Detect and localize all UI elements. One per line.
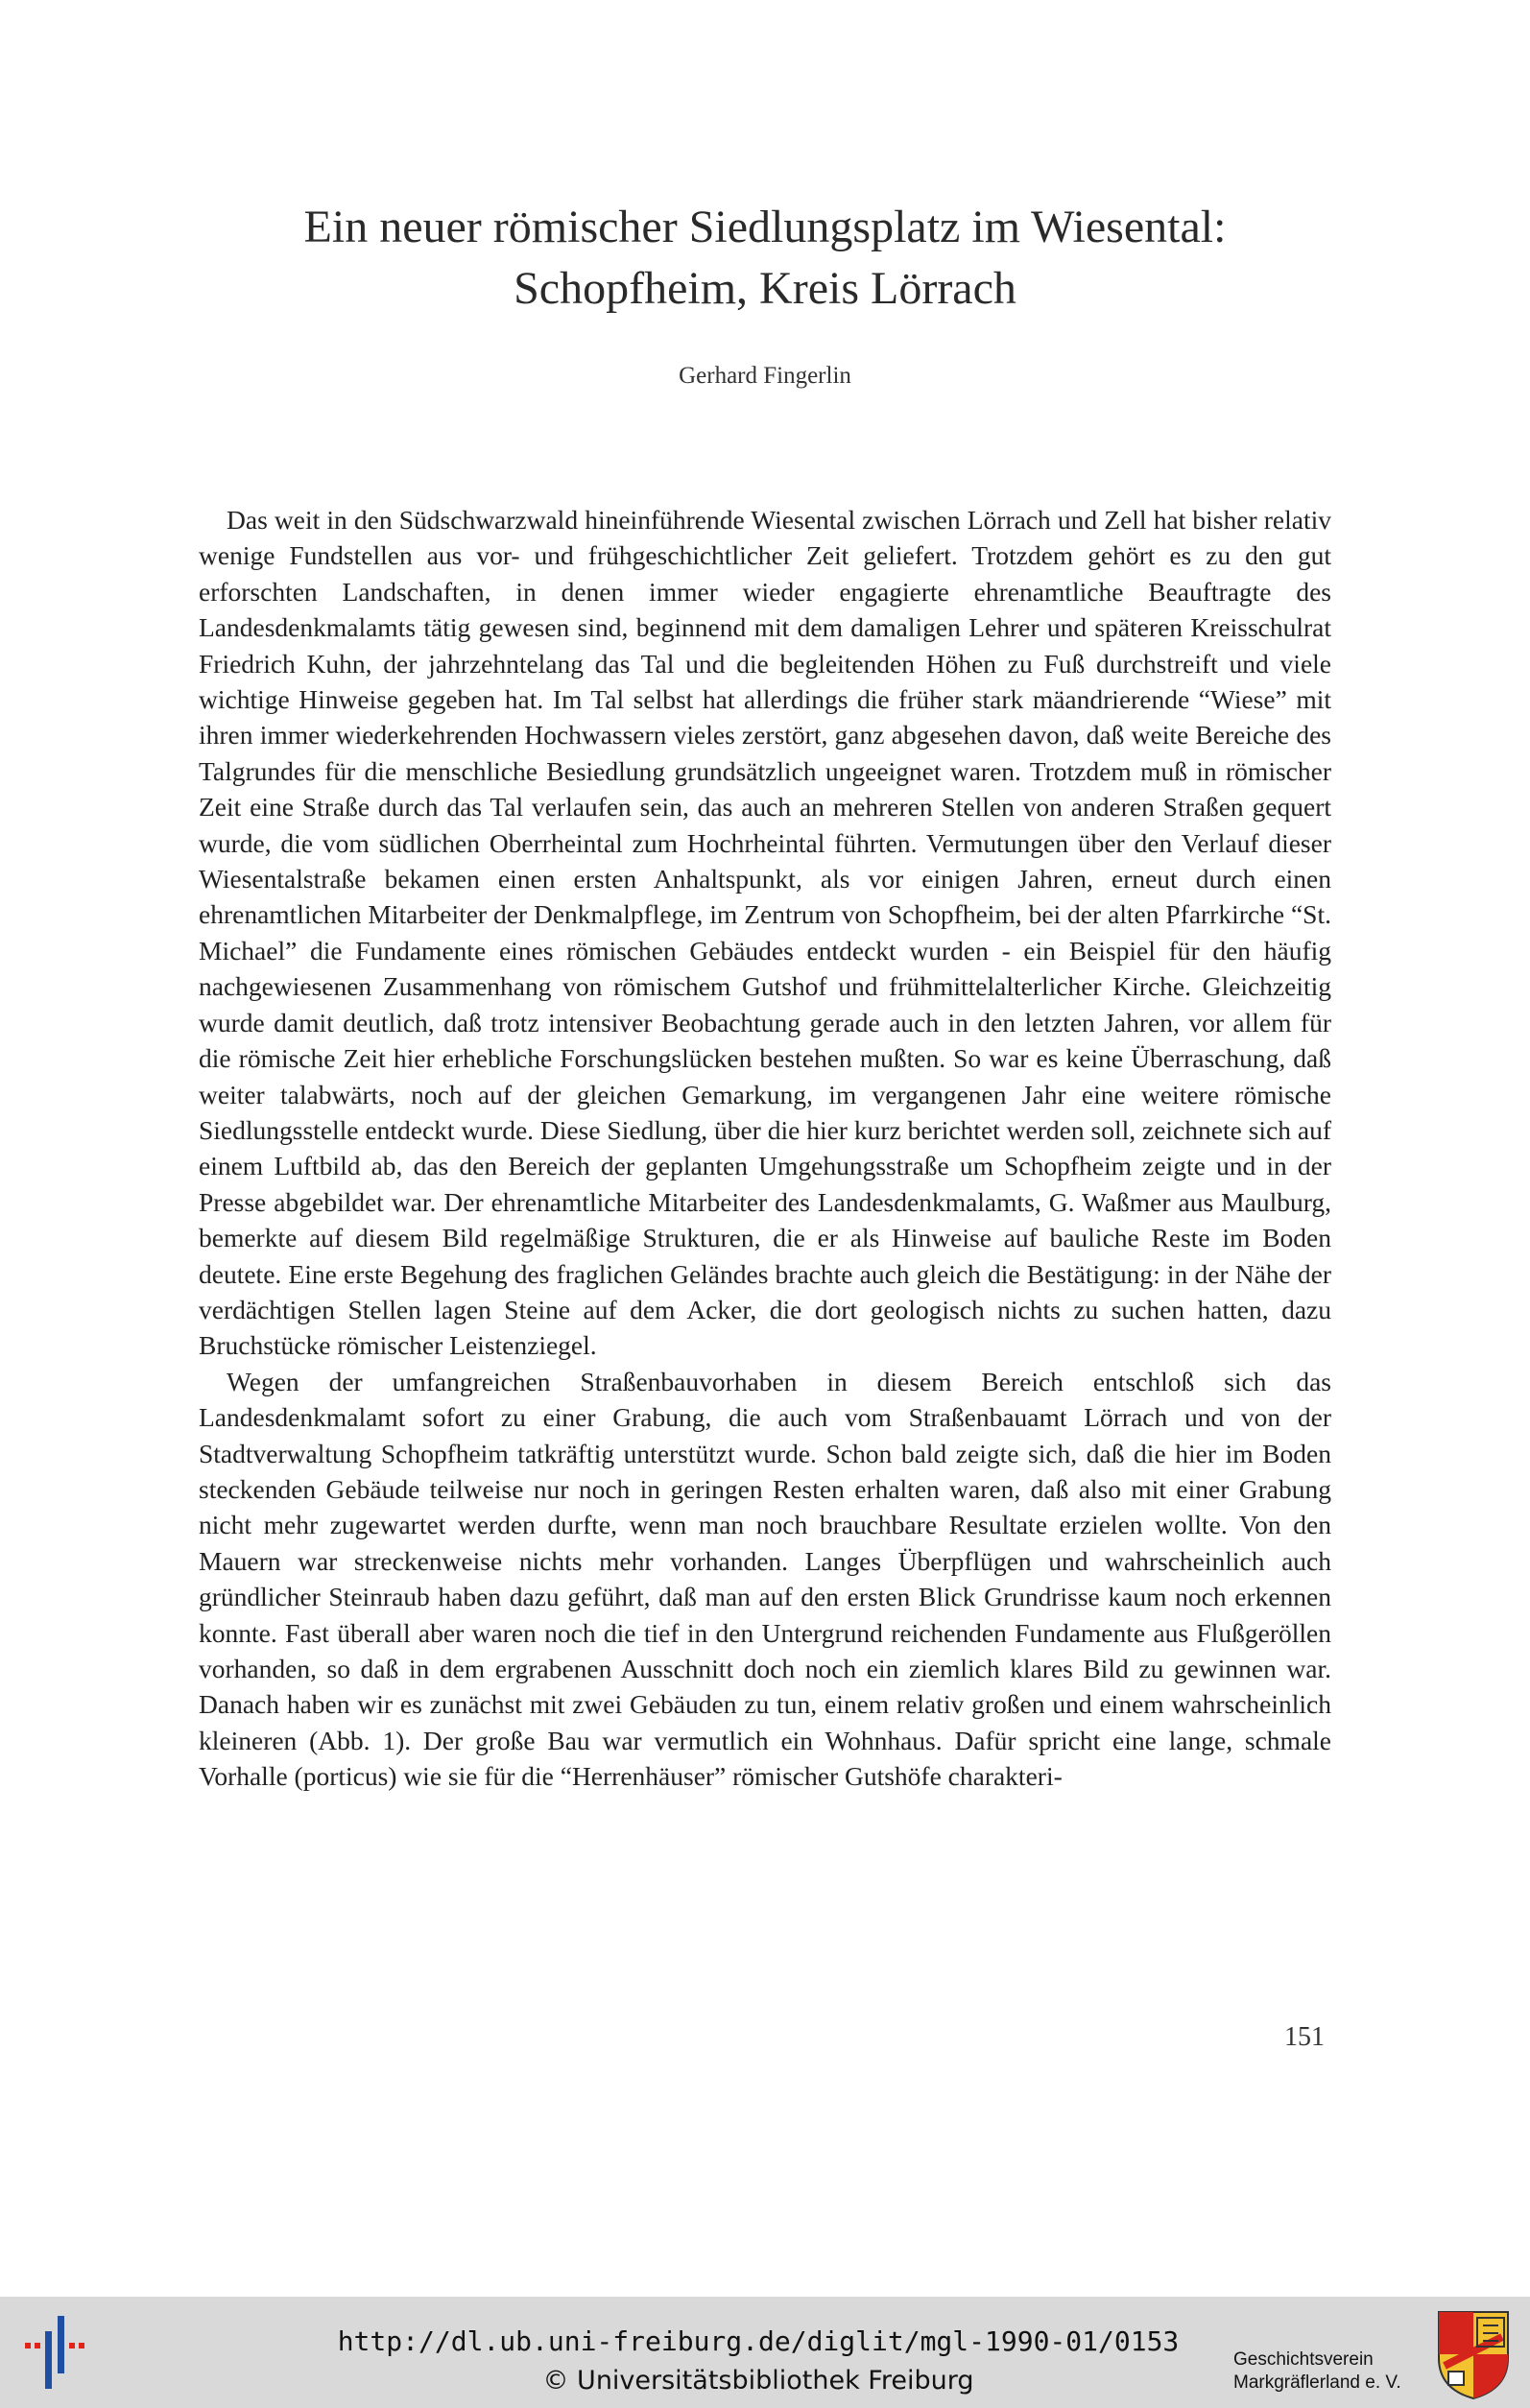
article-body bbox=[199, 502, 1331, 1795]
footer-bar bbox=[0, 2297, 1530, 2408]
article-title-line2: Schopfheim, Kreis Lörrach bbox=[514, 263, 1016, 314]
paragraph-2: Wegen der umfangreichen Straßenbauvorhaben in diesem Bereich entschloß sich das Landesdenkmalamt sofort zu einer Grabung, die auch vom Straßenbauamt Lörrach und von der Stadtverwaltung Schopfheim tatkräftig unterstützt wurde. Schon bald zeigte sich, daß die hier im Boden steckenden Gebäude teilweise nur noch in geringen Resten erhalten waren, daß also mit einer Grabung nicht mehr zugewartet werden durfte, wenn man noch brauchbare Resultate erzielen wollte. Von den Mauern war streckenweise nichts mehr vorhanden. Langes Überpflügen und wahrscheinlich auch gründlicher Steinraub haben dazu geführt, daß man auf den ersten Blick Grundrisse kaum noch erkennen konnte. Fast überall aber waren noch die tief in den Untergrund reichenden Fundamente aus Flußgeröllen vorhanden, so daß in dem ergrabenen Ausschnitt doch noch ein ziemlich klares Bild zu gewinnen war. Danach haben wir es zunächst mit zwei Gebäuden zu tun, einem relativ großen und einem wahrscheinlich kleineren (Abb. 1). Der große Bau war vermutlich ein Wohnhaus. Dafür spricht eine lange, schmale Vorhalle (porticus) wie sie für die “Herrenhäuser” römischer Gutshöfe charakteri- bbox=[199, 1366, 1331, 1792]
page-number: 151 bbox=[1284, 2022, 1325, 2052]
paragraph-1: Das weit in den Südschwarzwald hineinführende Wiesental zwischen Lörrach und Zell hat bisher relativ wenige Fundstellen aus vor- und frühgeschichtlicher Zeit geliefert. Trotzdem gehört es zu den gut erforschten Landschaften, in denen immer wieder engagierte ehrenamtliche Beauftragte des Landesdenkmalamts tätig gewesen sind, beginnend mit dem damaligen Lehrer und späteren Kreisschulrat Friedrich Kuhn, der jahrzehntelang das Tal und die begleitenden Höhen zu Fuß durchstreift und viele wichtige Hinweise gegeben hat. Im Tal selbst hat allerdings die früher stark mäandrierende “Wiese” mit ihren immer wiederkehrenden Hochwassern vieles zerstört, ganz abgesehen davon, daß weite Bereiche des Talgrundes für die menschliche Besiedlung grundsätzlich ungeeignet waren. Trotzdem muß in römischer Zeit eine Straße durch das Tal verlaufen sein, das auch an mehreren Stellen von anderen Straßen gequert wurde, die vom südlichen Oberrheintal zum Hochrheintal führten. Vermutungen über den Verlauf dieser Wiesentalstraße bekamen einen ersten Anhaltspunkt, als vor einigen Jahren, erneut durch einen ehrenamtlichen Mitarbeiter der Denkmalpflege, im Zentrum von Schopfheim, bei der alten Pfarrkirche “St. Michael” die Fundamente eines römischen Gebäudes entdeckt wurden - ein Beispiel für den häufig nachgewiesenen Zusammenhang von römischem Gutshof und frühmittelalterlicher Kirche. Gleichzeitig wurde damit deutlich, daß trotz intensiver Beobachtung gerade auch in den letzten Jahren, vor allem für die römische Zeit hier erhebliche Forschungslücken bestehen mußten. So war es keine Überraschung, daß weiter talabwärts, noch auf der gleichen Gemarkung, im vergangenen Jahr eine weitere römische Siedlungsstelle entdeckt wurde. Diese Siedlung, über die hier kurz berichtet werden soll, zeichnete sich auf einem Luftbild ab, das den Bereich der geplanten Umgehungsstraße um Schopfheim zeigte und in der Presse abgebildet war. Der ehrenamtliche Mitarbeiter des Landesdenkmalamts, G. Waßmer aus Maulburg, bemerkte auf diesem Bild regelmäßige Strukturen, die er als Hinweise auf bauliche Reste im Boden deutete. Eine erste Begehung des fraglichen Geländes brachte auch gleich die Bestätigung: in der Nähe der verdächtigen Stellen lagen Steine auf dem Acker, die dort geologisch nichts zu suchen hatten, dazu Bruchstücke römischer Leistenziegel. bbox=[199, 505, 1331, 1361]
society-name bbox=[1233, 2348, 1425, 2395]
footer-copyright: © Universitätsbibliothek Freiburg bbox=[542, 2366, 974, 2396]
coat-of-arms-icon bbox=[1435, 2308, 1512, 2400]
article-author: Gerhard Fingerlin bbox=[679, 363, 851, 389]
footer-url-link[interactable]: http://dl.ub.uni-freiburg.de/diglit/mgl-1990-01/0153 bbox=[337, 2325, 1180, 2357]
article-title bbox=[0, 197, 1530, 320]
article-title-line1: Ein neuer römischer Siedlungsplatz im Wiesental: bbox=[303, 202, 1227, 252]
society-name-line2: Markgräflerland e. V. bbox=[1233, 2372, 1401, 2393]
society-name-line1: Geschichtsverein bbox=[1233, 2349, 1374, 2370]
